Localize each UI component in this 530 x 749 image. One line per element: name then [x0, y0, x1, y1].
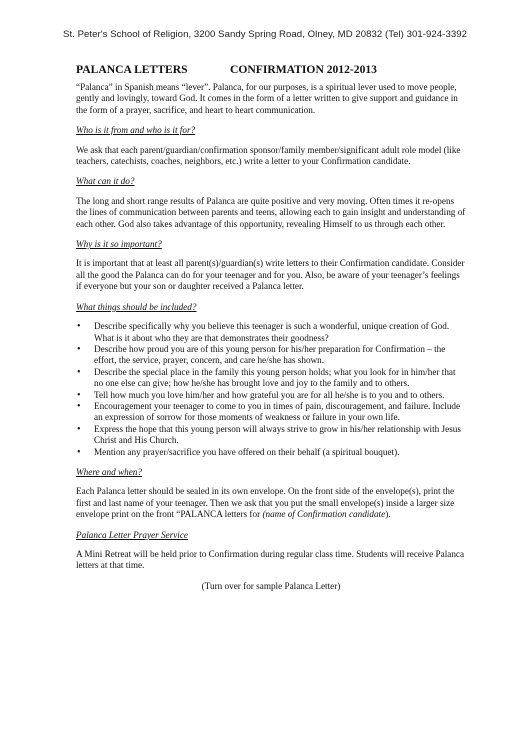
where-text-main: Each Palanca letter should be sealed in its own envelope. On the front side of the envelope(s), print the first and last name of your teenager. Then we ask that you put the small envelope(s) inside a larger size envelope print on the front “PALANCA letters for [76, 486, 455, 520]
letterhead: St. Peter's School of Religion, 3200 Sandy Spring Road, Olney, MD 20832 (Tel) 301-924-3392 [63, 29, 467, 40]
section-heading-who: Who is it from and who is it for? [76, 125, 196, 136]
section-heading-why: Why is it so important? [76, 239, 162, 250]
list-item: • Describe how proud you are of this young person for his/her preparation for Confirmation – the effort, the service, prayer, concern, and care he/she has shown. [76, 344, 466, 367]
page-title: PALANCA LETTERS [76, 63, 188, 76]
section-heading-where: Where and when? [76, 466, 142, 477]
where-text-end: ). [385, 509, 391, 520]
section-text-where [76, 486, 466, 520]
list-item: • Express the hope that this young person will always strive to grow in his/her relationship with Jesus Christ and His Church. [76, 424, 466, 447]
section-text-who: We ask that each parent/guardian/confirmation sponsor/family member/significant adult role model (like teachers, catechists, coaches, neighbors, etc.) write a letter to your Confirmation candidate. [76, 144, 461, 167]
list-item: • Tell how much you love him/her and how grateful you are for all he/she is to you and to others. [76, 390, 466, 401]
list-item: • Encouragement your teenager to come to you in times of pain, discouragement, and failure. Include an expression of sorrow for those moments of weakness or failure in your own life. [76, 401, 466, 424]
intro-paragraph: “Palanca” in Spanish means “lever”. Palanca, for our purposes, is a spiritual lever used to move people, gently and lovingly, toward God. It comes in the form of a letter written to give support and guidance in the form of a prayer, sacrifice, and heart to heart communication. [76, 82, 458, 115]
where-text-italic: (name of Confirmation candidate [262, 509, 386, 520]
section-heading-prayer: Palanca Letter Prayer Service [76, 529, 188, 540]
page-subtitle: CONFIRMATION 2012-2013 [230, 63, 377, 76]
section-text-what: The long and short range results of Palanca are quite positive and very moving. Often times it re-opens the lines of communication between parents and teens, allowing each to gain insight and understanding of each other. God also takes advantage of this opportunity, revealing Himself to us through each other. [76, 195, 466, 229]
document-body [76, 82, 466, 601]
list-item: • Describe the special place in the family this young person holds; what you look for in him/her that no one else can give; how he/she has brought love and joy to the family and to others. [76, 367, 466, 390]
section-text-prayer: A Mini Retreat will be held prior to Confirmation during regular class time. Students will receive Palanca letters at that time. [76, 549, 465, 571]
section-heading-what: What can it do? [76, 176, 135, 187]
footer-note: (Turn over for sample Palanca Letter) [201, 580, 341, 591]
section-text-why: It is important that at least all parent(s)/guardian(s) write letters to their Confirmation candidate. Consider all the good the Palanca can do for your teenager and for you. Also, be aware of your teenager’s feelings if everyone but your son or daughter received a Palanca letter. [76, 258, 465, 292]
list-item: • Mention any prayer/sacrifice you have offered on their behalf (a spiritual bouquet). [76, 447, 466, 458]
list-item: • Describe specifically why you believe this teenager is such a wonderful, unique creation of God. What is it about who they are that demonstrates their goodness? [76, 321, 466, 344]
section-heading-include: What things should be included? [76, 301, 197, 312]
include-list [76, 321, 466, 458]
